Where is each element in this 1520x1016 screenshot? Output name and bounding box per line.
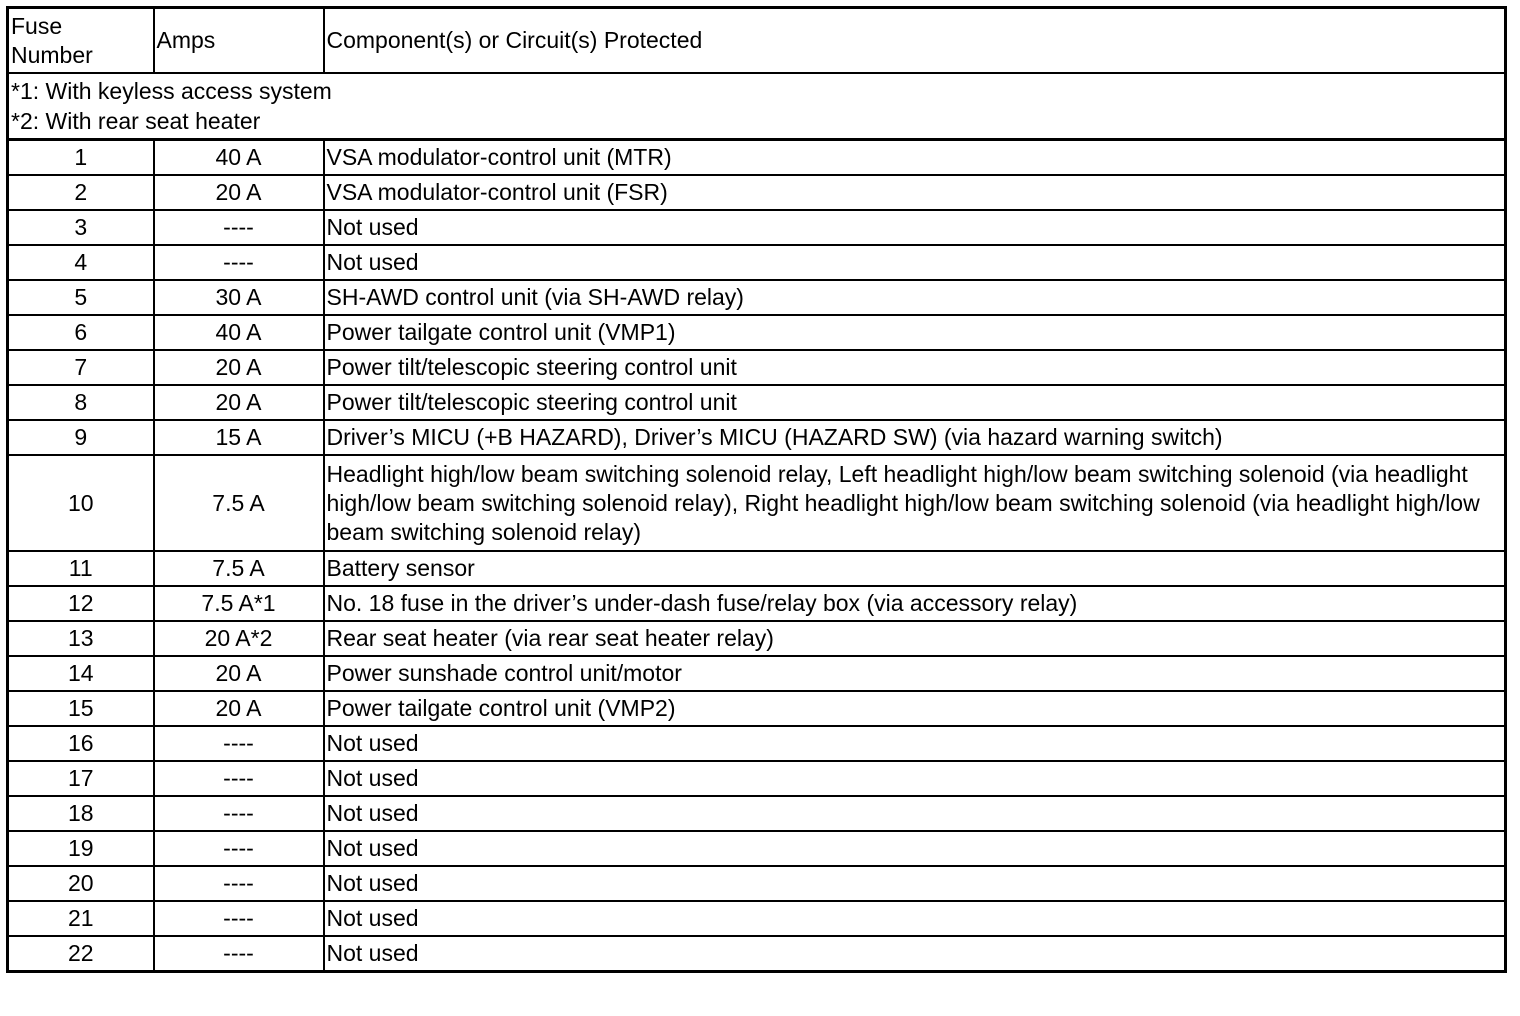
- component-cell: Not used: [324, 796, 1506, 831]
- table-row: [8, 420, 1506, 455]
- note-2: *2: With rear seat heater: [11, 108, 261, 134]
- component-cell: Battery sensor: [324, 551, 1506, 586]
- amps-cell: ----: [154, 210, 324, 245]
- amps-cell: ----: [154, 901, 324, 936]
- amps-cell: 20 A: [154, 385, 324, 420]
- header-row: [8, 8, 1506, 74]
- table-row: [8, 175, 1506, 210]
- fuse-number-cell: 20: [8, 866, 154, 901]
- notes-row: [8, 73, 1506, 140]
- table-row: [8, 455, 1506, 551]
- fuse-number-cell: 8: [8, 385, 154, 420]
- component-cell: Not used: [324, 831, 1506, 866]
- fuse-number-cell: 21: [8, 901, 154, 936]
- fuse-number-cell: 15: [8, 691, 154, 726]
- fuse-number-cell: 5: [8, 280, 154, 315]
- fuse-number-cell: 12: [8, 586, 154, 621]
- component-cell: VSA modulator-control unit (FSR): [324, 175, 1506, 210]
- table-row: [8, 901, 1506, 936]
- component-cell: Power tailgate control unit (VMP2): [324, 691, 1506, 726]
- fuse-number-cell: 3: [8, 210, 154, 245]
- amps-cell: 7.5 A*1: [154, 586, 324, 621]
- component-cell: Rear seat heater (via rear seat heater relay): [324, 621, 1506, 656]
- table-row: [8, 936, 1506, 972]
- amps-cell: ----: [154, 796, 324, 831]
- component-cell: Power tilt/telescopic steering control unit: [324, 350, 1506, 385]
- table-row: [8, 385, 1506, 420]
- amps-cell: ----: [154, 245, 324, 280]
- amps-cell: 7.5 A: [154, 455, 324, 551]
- table-row: [8, 551, 1506, 586]
- component-cell: Power tilt/telescopic steering control unit: [324, 385, 1506, 420]
- table-row: [8, 586, 1506, 621]
- fuse-number-cell: 4: [8, 245, 154, 280]
- component-cell: Not used: [324, 726, 1506, 761]
- amps-cell: ----: [154, 761, 324, 796]
- table-body: [8, 140, 1506, 972]
- component-cell: Not used: [324, 761, 1506, 796]
- amps-cell: ----: [154, 831, 324, 866]
- table-row: [8, 726, 1506, 761]
- amps-cell: 30 A: [154, 280, 324, 315]
- table-row: [8, 280, 1506, 315]
- header-component: Component(s) or Circuit(s) Protected: [324, 8, 1506, 74]
- component-cell: Not used: [324, 866, 1506, 901]
- header-amps: Amps: [154, 8, 324, 74]
- component-cell: VSA modulator-control unit (MTR): [324, 140, 1506, 176]
- amps-cell: 15 A: [154, 420, 324, 455]
- fuse-number-cell: 13: [8, 621, 154, 656]
- fuse-number-cell: 2: [8, 175, 154, 210]
- fuse-number-cell: 6: [8, 315, 154, 350]
- amps-cell: 40 A: [154, 140, 324, 176]
- component-cell: Not used: [324, 210, 1506, 245]
- amps-cell: 20 A: [154, 691, 324, 726]
- table-row: [8, 866, 1506, 901]
- fuse-number-cell: 1: [8, 140, 154, 176]
- amps-cell: 40 A: [154, 315, 324, 350]
- component-cell: Not used: [324, 901, 1506, 936]
- fuse-number-cell: 11: [8, 551, 154, 586]
- header-fuse-line2: Number: [11, 41, 93, 68]
- table-row: [8, 350, 1506, 385]
- amps-cell: ----: [154, 866, 324, 901]
- note-1: *1: With keyless access system: [11, 78, 332, 104]
- component-cell: Power sunshade control unit/motor: [324, 656, 1506, 691]
- amps-cell: ----: [154, 936, 324, 972]
- table-row: [8, 245, 1506, 280]
- header-fuse-number: [8, 8, 154, 74]
- fuse-number-cell: 22: [8, 936, 154, 972]
- fuse-table: [6, 6, 1507, 973]
- table-row: [8, 796, 1506, 831]
- table-header: [8, 8, 1506, 140]
- amps-cell: ----: [154, 726, 324, 761]
- amps-cell: 7.5 A: [154, 551, 324, 586]
- table-row: [8, 315, 1506, 350]
- component-cell: Power tailgate control unit (VMP1): [324, 315, 1506, 350]
- component-cell: Driver’s MICU (+B HAZARD), Driver’s MICU (HAZARD SW) (via hazard warning switch): [324, 420, 1506, 455]
- fuse-number-cell: 10: [8, 455, 154, 551]
- table-row: [8, 761, 1506, 796]
- amps-cell: 20 A: [154, 656, 324, 691]
- fuse-number-cell: 16: [8, 726, 154, 761]
- component-cell: SH-AWD control unit (via SH-AWD relay): [324, 280, 1506, 315]
- table-row: [8, 210, 1506, 245]
- notes-cell: [8, 73, 1506, 140]
- header-fuse-line1: Fuse: [11, 12, 63, 39]
- fuse-number-cell: 17: [8, 761, 154, 796]
- amps-cell: 20 A: [154, 350, 324, 385]
- amps-cell: 20 A*2: [154, 621, 324, 656]
- table-row: [8, 691, 1506, 726]
- fuse-number-cell: 9: [8, 420, 154, 455]
- table-row: [8, 831, 1506, 866]
- table-row: [8, 140, 1506, 176]
- component-cell: No. 18 fuse in the driver’s under-dash fuse/relay box (via accessory relay): [324, 586, 1506, 621]
- component-cell: Headlight high/low beam switching solenoid relay, Left headlight high/low beam switching solenoid (via headlight high/low beam switching solenoid relay), Right headlight high/low beam switching solenoid (via headlight high/low beam switching solenoid relay): [324, 455, 1506, 551]
- fuse-number-cell: 7: [8, 350, 154, 385]
- fuse-number-cell: 19: [8, 831, 154, 866]
- table-row: [8, 656, 1506, 691]
- fuse-number-cell: 18: [8, 796, 154, 831]
- fuse-number-cell: 14: [8, 656, 154, 691]
- component-cell: Not used: [324, 245, 1506, 280]
- component-cell: Not used: [324, 936, 1506, 972]
- amps-cell: 20 A: [154, 175, 324, 210]
- table-row: [8, 621, 1506, 656]
